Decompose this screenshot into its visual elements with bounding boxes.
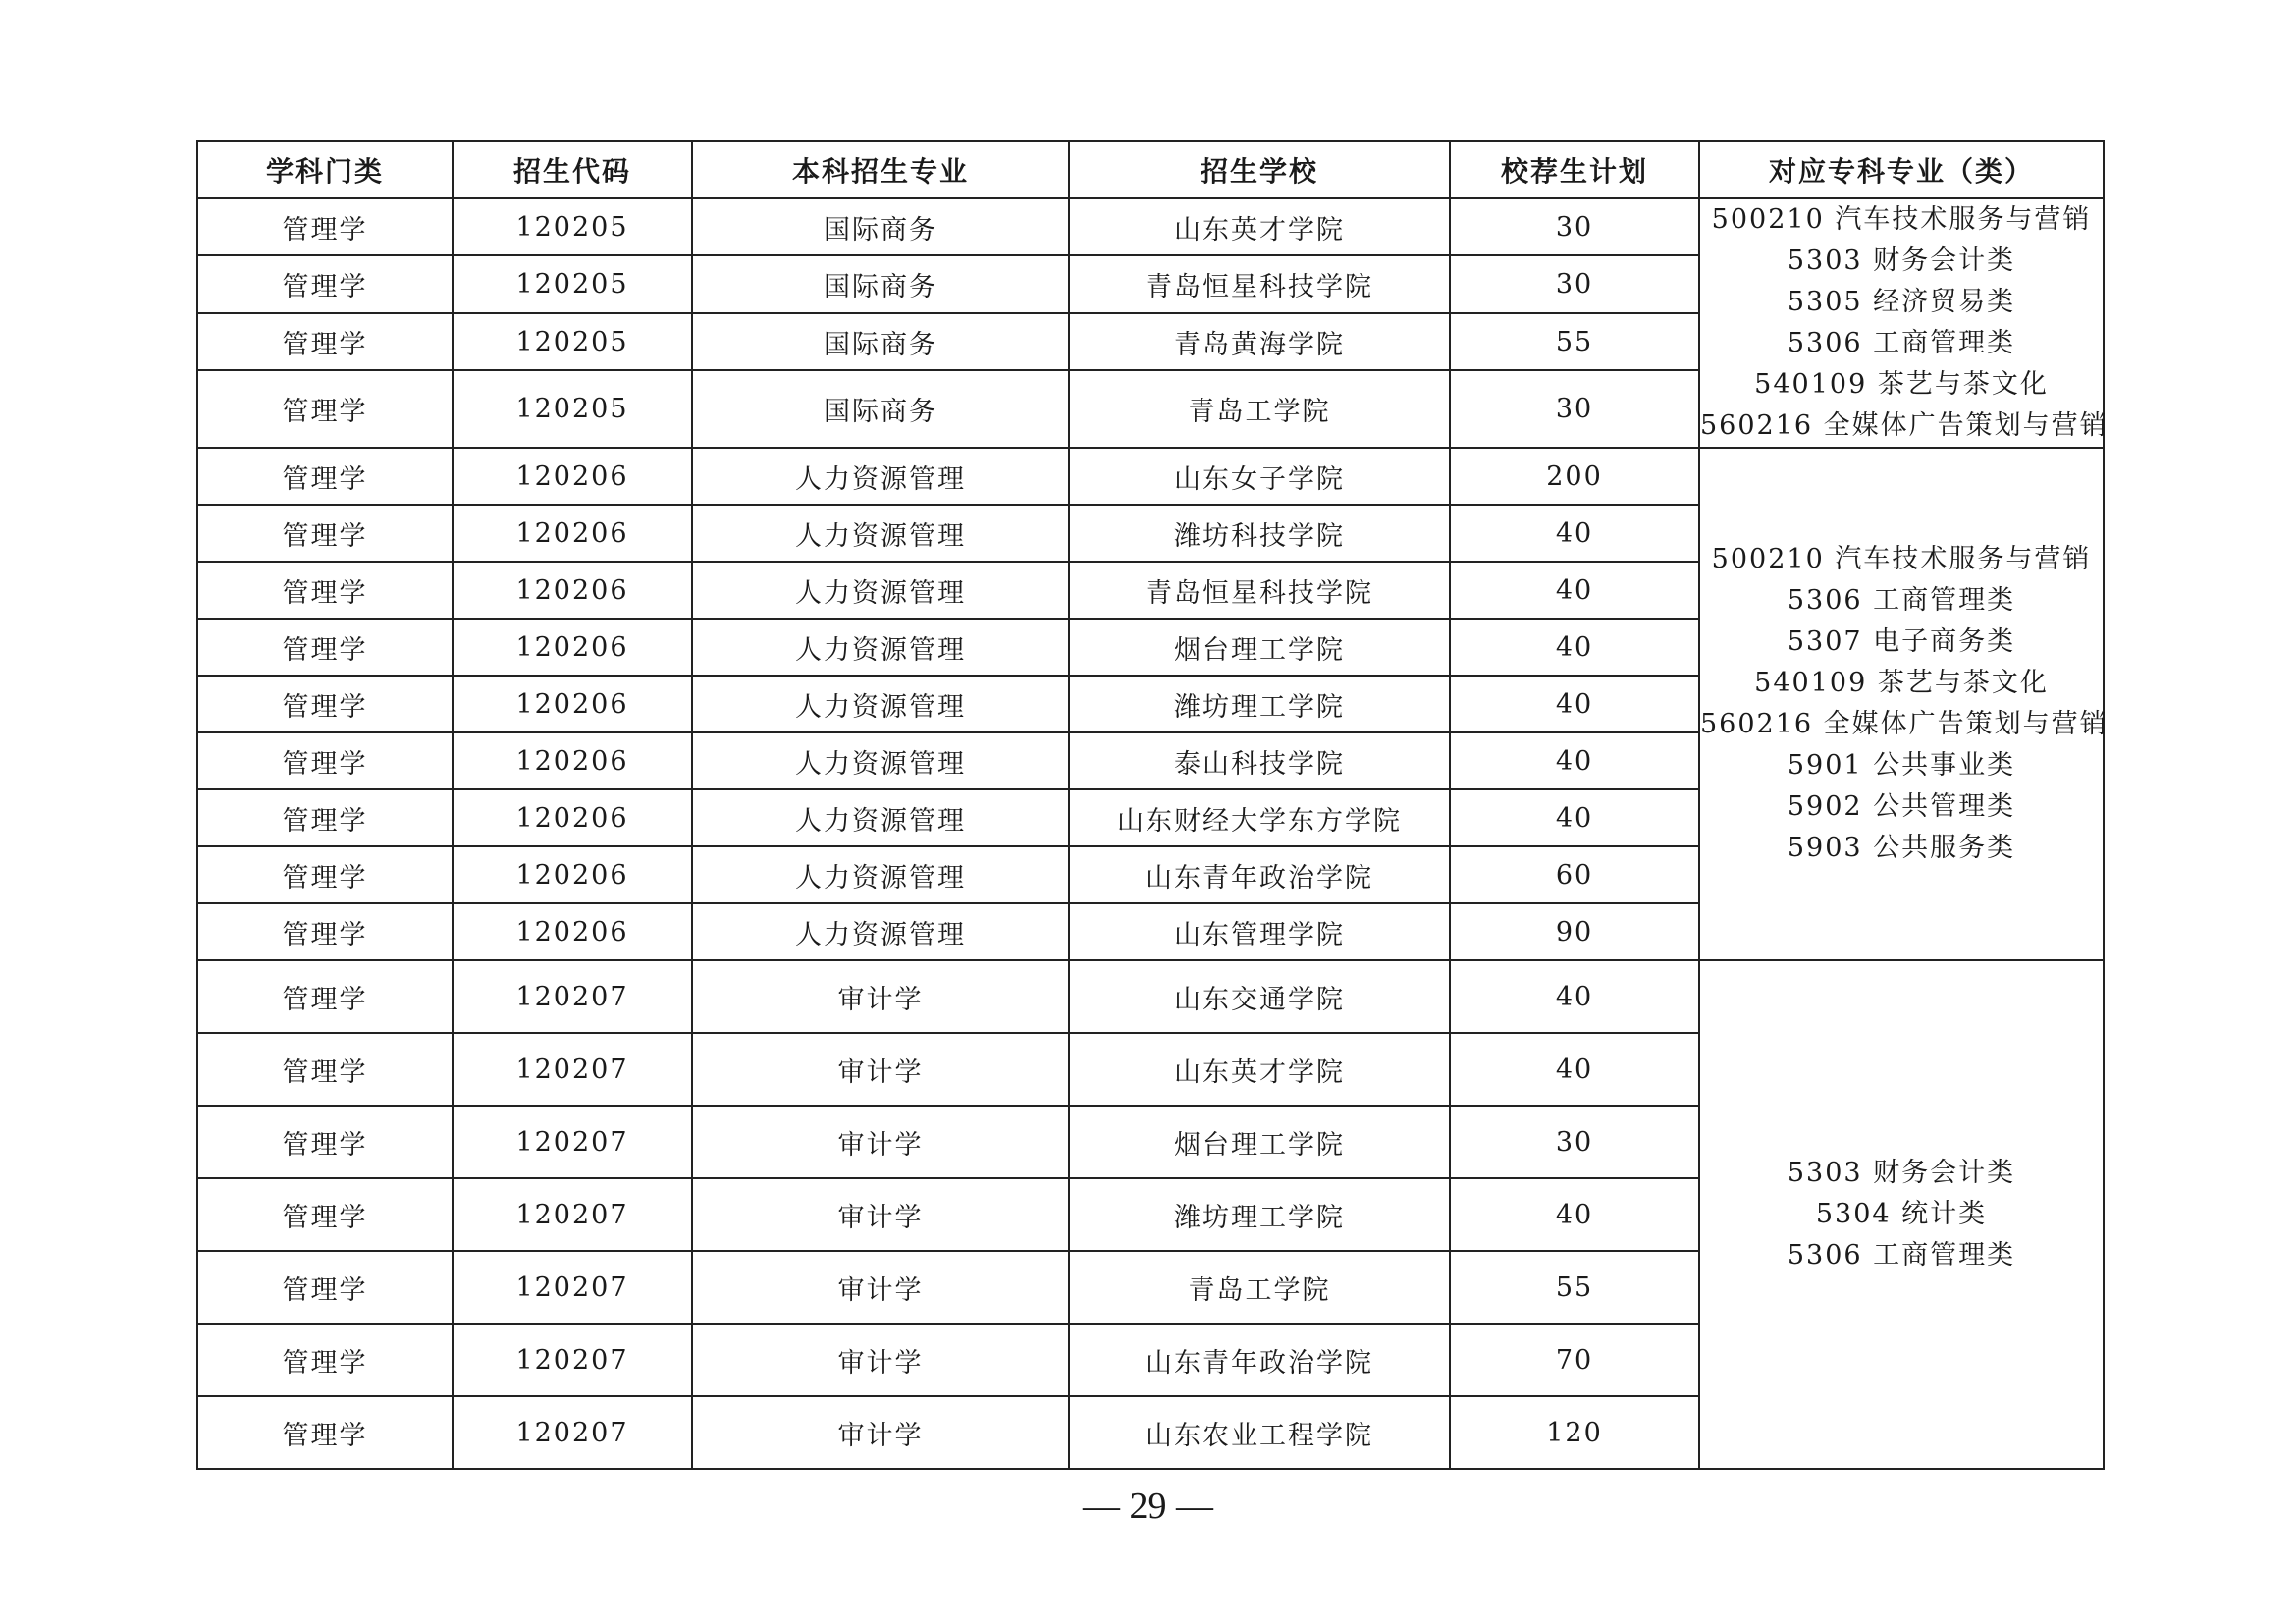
related-major-item: 5304 统计类 (1815, 1199, 1988, 1229)
related-majors-cell (1699, 198, 2109, 448)
cell-category: 管理学 (197, 732, 453, 789)
cell-code: 120206 (453, 903, 692, 960)
header-related-majors: 对应专科专业（类） (1699, 141, 2104, 198)
cell-category: 管理学 (197, 789, 453, 846)
cell-school: 山东女子学院 (1069, 448, 1450, 505)
cell-category: 管理学 (197, 619, 453, 676)
related-major-item: 5305 经济贸易类 (1787, 287, 2016, 317)
page-number: — 29 — (1083, 1486, 1213, 1527)
cell-school: 烟台理工学院 (1069, 1106, 1450, 1178)
cell-category: 管理学 (197, 313, 453, 370)
cell-plan: 40 (1450, 732, 1699, 789)
cell-plan: 30 (1450, 255, 1699, 312)
cell-major: 审计学 (692, 1396, 1069, 1469)
cell-code: 120207 (453, 960, 692, 1033)
enrollment-table (196, 140, 2109, 1470)
cell-school: 青岛恒星科技学院 (1069, 562, 1450, 619)
cell-plan: 40 (1450, 789, 1699, 846)
cell-major: 人力资源管理 (692, 903, 1069, 960)
related-major-item: 5307 电子商务类 (1787, 626, 2016, 657)
cell-major: 人力资源管理 (692, 789, 1069, 846)
cell-major: 国际商务 (692, 198, 1069, 255)
cell-major: 审计学 (692, 1106, 1069, 1178)
cell-category: 管理学 (197, 903, 453, 960)
cell-major: 审计学 (692, 1324, 1069, 1396)
header-plan: 校荐生计划 (1450, 141, 1699, 198)
cell-plan: 40 (1450, 505, 1699, 562)
cell-major: 人力资源管理 (692, 562, 1069, 619)
related-major-item: 5303 财务会计类 (1787, 245, 2016, 276)
header-major: 本科招生专业 (692, 141, 1069, 198)
table-row (197, 198, 2104, 255)
cell-plan: 30 (1450, 370, 1699, 448)
cell-major: 人力资源管理 (692, 505, 1069, 562)
related-majors-cell (1699, 960, 2104, 1469)
cell-plan: 40 (1450, 676, 1699, 732)
cell-category: 管理学 (197, 1033, 453, 1106)
cell-category: 管理学 (197, 255, 453, 312)
related-majors-cell (1699, 448, 2109, 960)
cell-plan: 90 (1450, 903, 1699, 960)
related-major-item: 5903 公共服务类 (1787, 833, 2016, 863)
cell-major: 人力资源管理 (692, 676, 1069, 732)
cell-school: 山东英才学院 (1069, 198, 1450, 255)
cell-plan: 40 (1450, 1033, 1699, 1106)
cell-plan: 40 (1450, 562, 1699, 619)
cell-category: 管理学 (197, 960, 453, 1033)
cell-school: 青岛工学院 (1069, 370, 1450, 448)
cell-category: 管理学 (197, 505, 453, 562)
cell-school: 青岛恒星科技学院 (1069, 255, 1450, 312)
cell-plan: 55 (1450, 1251, 1699, 1324)
cell-school: 山东青年政治学院 (1069, 1324, 1450, 1396)
cell-code: 120207 (453, 1178, 692, 1251)
cell-school: 潍坊理工学院 (1069, 1178, 1450, 1251)
header-category: 学科门类 (197, 141, 453, 198)
header-school: 招生学校 (1069, 141, 1450, 198)
cell-school: 青岛工学院 (1069, 1251, 1450, 1324)
cell-school: 山东青年政治学院 (1069, 846, 1450, 903)
cell-code: 120206 (453, 846, 692, 903)
cell-major: 人力资源管理 (692, 619, 1069, 676)
cell-school: 山东交通学院 (1069, 960, 1450, 1033)
cell-code: 120206 (453, 505, 692, 562)
table-row (197, 448, 2104, 505)
cell-code: 120207 (453, 1324, 692, 1396)
cell-school: 泰山科技学院 (1069, 732, 1450, 789)
cell-code: 120205 (453, 313, 692, 370)
related-major-item: 5306 工商管理类 (1787, 585, 2016, 616)
cell-school: 潍坊科技学院 (1069, 505, 1450, 562)
cell-category: 管理学 (197, 1178, 453, 1251)
cell-category: 管理学 (197, 1251, 453, 1324)
cell-plan: 30 (1450, 1106, 1699, 1178)
cell-code: 120205 (453, 255, 692, 312)
related-major-item: 500210 汽车技术服务与营销 (1711, 544, 2092, 574)
cell-major: 人力资源管理 (692, 846, 1069, 903)
cell-plan: 120 (1450, 1396, 1699, 1469)
related-major-item: 5306 工商管理类 (1787, 1240, 2016, 1271)
cell-category: 管理学 (197, 1324, 453, 1396)
cell-code: 120206 (453, 789, 692, 846)
cell-category: 管理学 (197, 676, 453, 732)
cell-school: 山东管理学院 (1069, 903, 1450, 960)
related-major-item: 5901 公共事业类 (1787, 750, 2016, 781)
cell-major: 国际商务 (692, 313, 1069, 370)
cell-code: 120206 (453, 562, 692, 619)
cell-category: 管理学 (197, 448, 453, 505)
cell-major: 审计学 (692, 1033, 1069, 1106)
header-code: 招生代码 (453, 141, 692, 198)
table-row (197, 960, 2104, 1033)
table-body (197, 198, 2109, 1469)
cell-school: 青岛黄海学院 (1069, 313, 1450, 370)
cell-plan: 70 (1450, 1324, 1699, 1396)
cell-school: 山东财经大学东方学院 (1069, 789, 1450, 846)
related-major-item: 5902 公共管理类 (1787, 791, 2016, 822)
related-major-item: 540109 茶艺与茶文化 (1754, 369, 2049, 400)
cell-code: 120206 (453, 676, 692, 732)
cell-plan: 30 (1450, 198, 1699, 255)
cell-major: 审计学 (692, 1178, 1069, 1251)
cell-code: 120206 (453, 732, 692, 789)
cell-school: 山东农业工程学院 (1069, 1396, 1450, 1469)
cell-major: 审计学 (692, 1251, 1069, 1324)
cell-code: 120207 (453, 1106, 692, 1178)
cell-school: 烟台理工学院 (1069, 619, 1450, 676)
related-major-item: 500210 汽车技术服务与营销 (1711, 204, 2092, 235)
cell-code: 120206 (453, 619, 692, 676)
cell-school: 山东英才学院 (1069, 1033, 1450, 1106)
cell-plan: 55 (1450, 313, 1699, 370)
cell-category: 管理学 (197, 370, 453, 448)
cell-code: 120206 (453, 448, 692, 505)
cell-plan: 60 (1450, 846, 1699, 903)
cell-code: 120207 (453, 1396, 692, 1469)
cell-code: 120205 (453, 198, 692, 255)
cell-category: 管理学 (197, 1106, 453, 1178)
cell-category: 管理学 (197, 846, 453, 903)
cell-major: 国际商务 (692, 370, 1069, 448)
related-major-item: 560216 全媒体广告策划与营销 (1700, 709, 2109, 739)
cell-school: 潍坊理工学院 (1069, 676, 1450, 732)
related-major-item: 5303 财务会计类 (1787, 1158, 2016, 1188)
cell-plan: 40 (1450, 619, 1699, 676)
cell-plan: 40 (1450, 1178, 1699, 1251)
cell-plan: 40 (1450, 960, 1699, 1033)
cell-category: 管理学 (197, 562, 453, 619)
cell-major: 国际商务 (692, 255, 1069, 312)
cell-category: 管理学 (197, 198, 453, 255)
header-row (197, 141, 2104, 198)
cell-code: 120207 (453, 1251, 692, 1324)
related-major-item: 560216 全媒体广告策划与营销 (1700, 410, 2109, 441)
cell-major: 审计学 (692, 960, 1069, 1033)
cell-code: 120207 (453, 1033, 692, 1106)
cell-category: 管理学 (197, 1396, 453, 1469)
cell-plan: 200 (1450, 448, 1699, 505)
cell-major: 人力资源管理 (692, 732, 1069, 789)
related-major-item: 5306 工商管理类 (1787, 328, 2016, 358)
cell-major: 人力资源管理 (692, 448, 1069, 505)
cell-code: 120205 (453, 370, 692, 448)
related-major-item: 540109 茶艺与茶文化 (1754, 668, 2049, 698)
